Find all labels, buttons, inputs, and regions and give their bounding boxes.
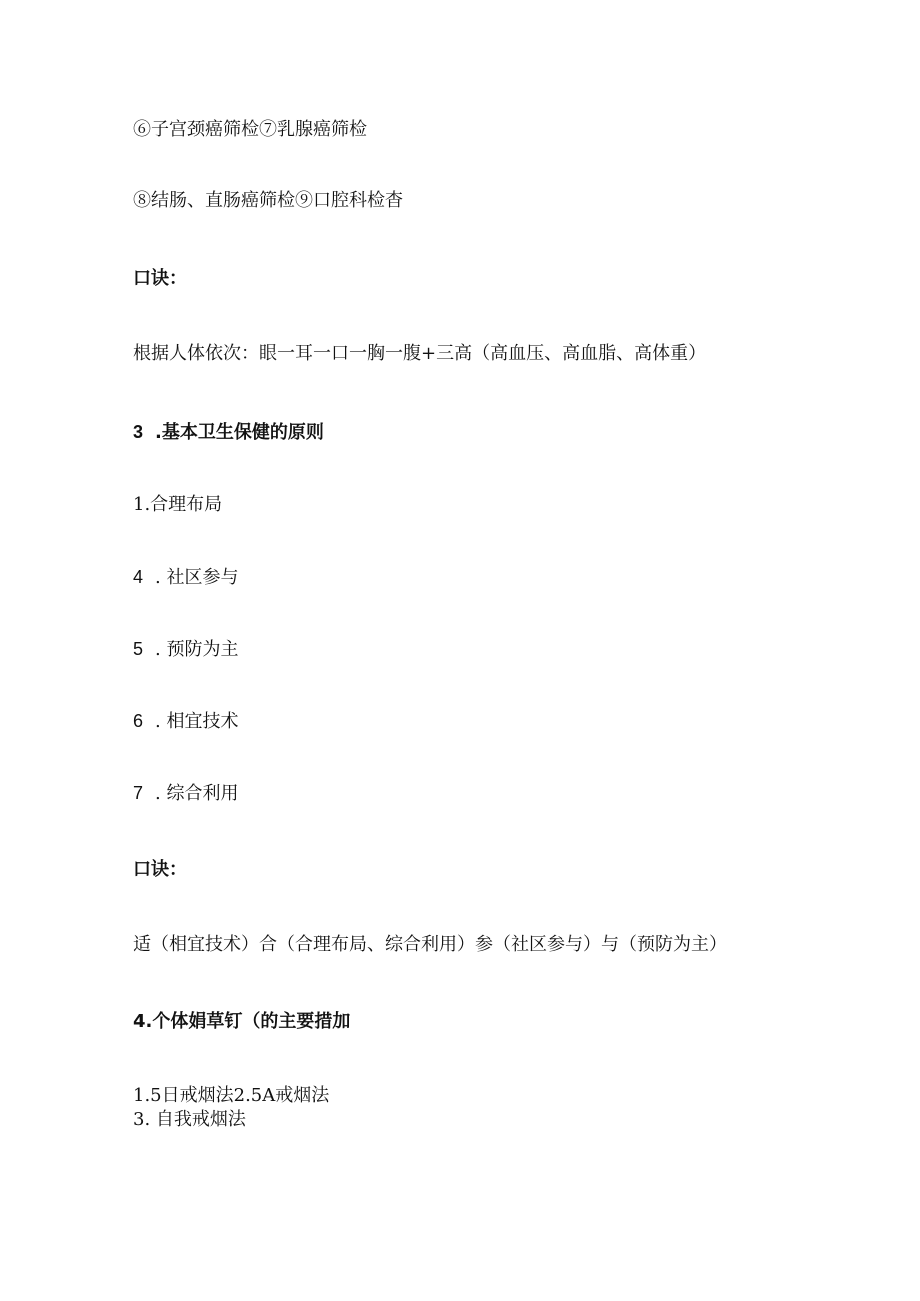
principle-item-1-text: 1.合理布局 — [133, 494, 223, 515]
method-line-2: 3. 自我戒烟法 — [133, 1109, 246, 1130]
screening-line-2: ⑧结肠、直肠癌筛检⑨口腔科检杳 — [133, 190, 403, 211]
principle-item-6-number: 6 — [133, 711, 144, 731]
principle-item-1 — [133, 493, 222, 517]
section-heading-3 — [133, 420, 324, 445]
method-line-1: 1.5日戒烟法2.5A戒烟法 — [133, 1085, 330, 1106]
mnemonic-label-1: 口诀： — [133, 268, 187, 289]
principle-item-7-number: 7 — [133, 783, 144, 803]
principle-item-4-number: 4 — [133, 567, 144, 587]
principle-item-4 — [133, 565, 238, 590]
principle-item-5-text: . 预防为主 — [155, 639, 239, 660]
principle-item-7 — [133, 781, 238, 806]
mnemonic-text-2: 适（相宜技术）合（合理布局、综合利用）参（社区参与）与（预防为主） — [133, 934, 727, 955]
principle-item-6 — [133, 709, 238, 734]
principle-item-4-text: . 社区参与 — [155, 567, 239, 588]
screening-line-1: ⑥子宫颈癌筛检⑦乳腺癌筛检 — [133, 119, 367, 140]
mnemonic-text-1: 根据人体依次：眼一耳一口一胸一腹+三高（高血压、高血脂、高体重） — [133, 343, 707, 364]
section-title: .基本卫生保健的原则 — [155, 422, 324, 443]
section-heading-4: 4.个体娟草钉（的主要措加 — [133, 1011, 351, 1032]
principle-item-5-number: 5 — [133, 639, 144, 659]
section-number: 3 — [133, 422, 144, 442]
mnemonic-label-2: 口诀： — [133, 859, 187, 880]
principle-item-7-text: . 综合利用 — [155, 783, 239, 804]
principle-item-6-text: . 相宜技术 — [155, 711, 239, 732]
principle-item-5 — [133, 637, 238, 662]
